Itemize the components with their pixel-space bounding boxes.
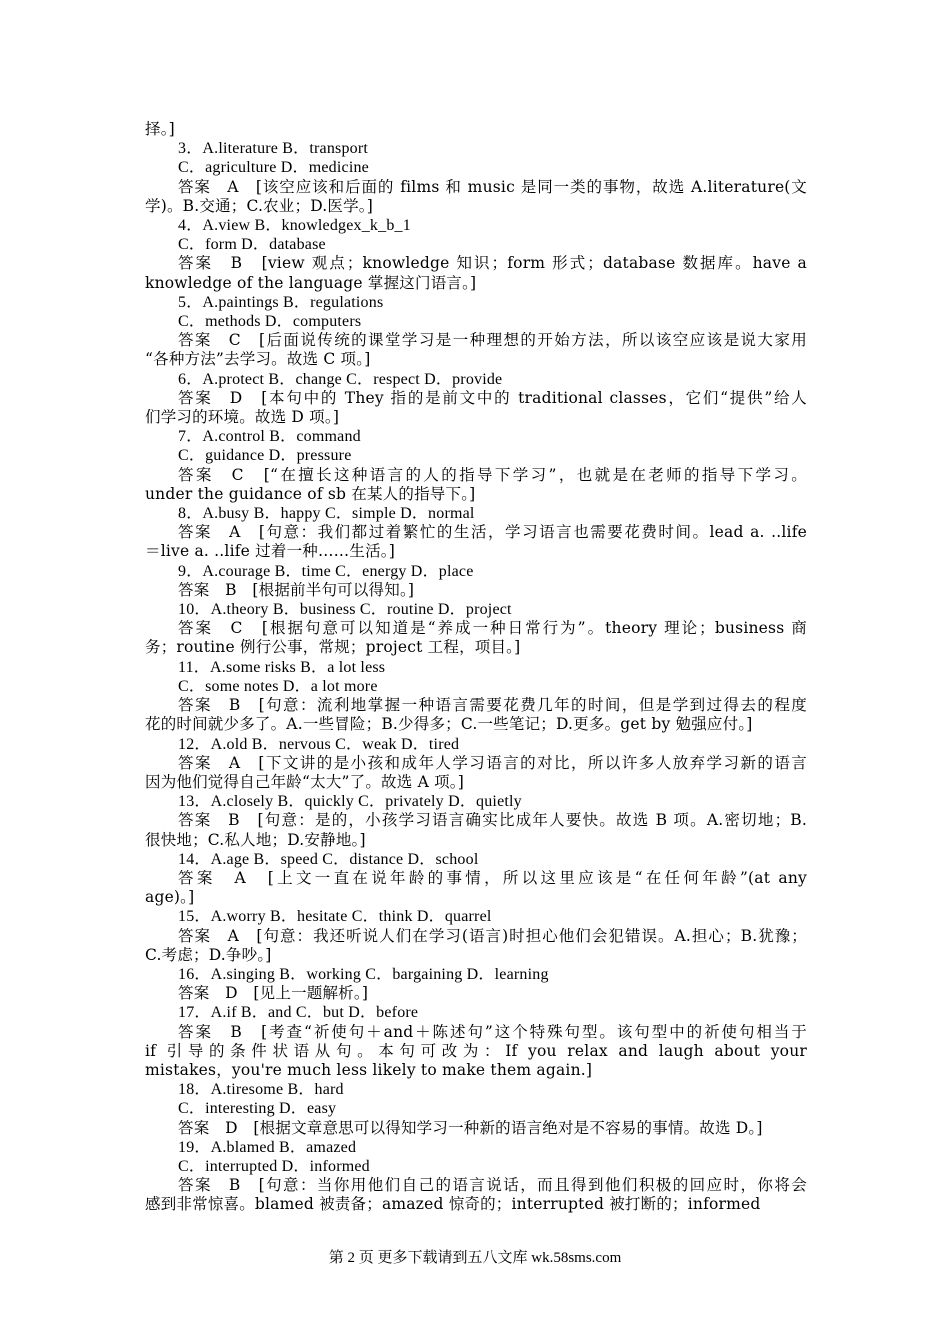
continuation-line: knowledge of the language 掌握这门语言。] xyxy=(145,273,477,292)
continuation-line: 务；routine 例行公事，常规；project 工程，项目。] xyxy=(145,638,521,657)
answer-explanation: 答案 C [后面说传统的课堂学习是一种理想的开始方法，所以该空应该是说大家用 xyxy=(178,331,807,350)
question-options: 18．A.tiresome B．hard xyxy=(178,1081,344,1099)
question-options: 10．A.theory B．business C．routine D．project xyxy=(178,601,512,619)
continuation-line: C.考虑；D.争吵。] xyxy=(145,945,272,964)
continuation-line: if 引导的条件状语从句。本句可改为：If you relax and laugh about your xyxy=(145,1041,807,1060)
question-options: 11．A.some risks B．a lot less xyxy=(178,658,386,676)
question-options: 19．A.blamed B．amazed xyxy=(178,1138,357,1156)
question-options: 14．A.age B．speed C．distance D．school xyxy=(178,850,479,868)
answer-explanation: 答案 B [根据前半句可以得知。] xyxy=(178,580,415,599)
question-options: 8．A.busy B．happy C．simple D．normal xyxy=(178,505,475,523)
question-options: C．agriculture D．medicine xyxy=(178,159,369,177)
answer-explanation: 答案 B [句意：流利地掌握一种语言需要花费几年的时间，但是学到过得去的程度 xyxy=(178,696,807,715)
question-options: 15．A.worry B．hesitate C．think D．quarrel xyxy=(178,908,492,926)
answer-explanation: 答案 A [该空应该和后面的 films 和 music 是同一类的事物，故选 A.literature(文 xyxy=(178,177,807,196)
answer-explanation: 答案 A [句意：我还听说人们在学习(语言)时担心他们会犯错误。A.担心；B.犹豫； xyxy=(178,926,807,945)
continuation-line: ＝live a. ..life 过着一种……生活。] xyxy=(145,542,395,561)
continuation-line: under the guidance of sb 在某人的指导下。] xyxy=(145,484,476,503)
question-options: C．some notes D．a lot more xyxy=(178,677,378,695)
answer-explanation: 答案 B [考查“祈使句＋and＋陈述句”这个特殊句型。该句型中的祈使句相当于 xyxy=(178,1022,807,1041)
question-options: 7．A.control B．command xyxy=(178,428,361,446)
answer-explanation: 答案 B [view 观点；knowledge 知识；form 形式；database 数据库。have a xyxy=(178,254,807,273)
continuation-line: 很快地；C.私人地；D.安静地。] xyxy=(145,830,366,849)
question-options: 13．A.closely B．quickly C．privately D．quietly xyxy=(178,793,522,811)
continuation-line: 因为他们觉得自己年龄“太大”了。故选 A 项。] xyxy=(145,772,464,791)
answer-explanation: 答案 B [句意：是的，小孩学习语言确实比成年人要快。故选 B 项。A.密切地；B. xyxy=(178,811,807,830)
continuation-line: age)。] xyxy=(145,888,195,907)
continuation-line: 学)。B.交通；C.农业；D.医学。] xyxy=(145,196,373,215)
question-options: 9．A.courage B．time C．energy D．place xyxy=(178,562,474,580)
continuation-line: mistakes，you're much less likely to make them again.] xyxy=(145,1060,593,1079)
answer-explanation: 答案 A [上文一直在说年龄的事情，所以这里应该是“在任何年龄”(at any xyxy=(178,868,807,887)
question-options: 16．A.singing B．working C．bargaining D．learning xyxy=(178,965,549,983)
answer-explanation: 答案 A [句意：我们都过着繁忙的生活，学习语言也需要花费时间。lead a. ..life xyxy=(178,523,807,542)
answer-explanation: 答案 B [句意：当你用他们自己的语言说话，而且得到他们积极的回应时，你将会 xyxy=(178,1176,807,1195)
question-options: C．form D．database xyxy=(178,236,326,254)
answer-explanation: 答案 A [下文讲的是小孩和成年人学习语言的对比，所以许多人放弃学习新的语言 xyxy=(178,753,807,772)
question-options: C．guidance D．pressure xyxy=(178,447,352,465)
question-options: C．interrupted D．informed xyxy=(178,1157,370,1175)
continuation-line: 择。] xyxy=(145,120,175,138)
question-options: 12．A.old B．nervous C．weak D．tired xyxy=(178,735,460,753)
answer-explanation: 答案 C [根据句意可以知道是“养成一种日常行为”。theory 理论；business 商 xyxy=(178,619,807,638)
page-footer: 第 2 页 更多下载请到五八文库 wk.58sms.com xyxy=(328,1250,622,1266)
document-body xyxy=(145,120,807,1215)
question-options: 3．A.literature B．transport xyxy=(178,140,369,158)
question-options: 6．A.protect B．change C．respect D．provide xyxy=(178,370,503,388)
continuation-line: 们学习的环境。故选 D 项。] xyxy=(145,408,340,427)
continuation-line: 花的时间就少多了。A.一些冒险；B.少得多；C.一些笔记；D.更多。get by 勉强应付。] xyxy=(145,715,753,734)
answer-explanation: 答案 D [见上一题解析。] xyxy=(178,984,369,1003)
answer-explanation: 答案 D [根据文章意思可以得知学习一种新的语言绝对是不容易的事情。故选 D。] xyxy=(178,1118,763,1137)
question-options: C．methods D．computers xyxy=(178,313,362,331)
answer-explanation: 答案 D [本句中的 They 指的是前文中的 traditional classes，它们“提供”给人 xyxy=(178,388,807,407)
question-options: 4．A.view B．knowledgex_k_b_1 xyxy=(178,217,411,235)
answer-explanation: 答案 C [“在擅长这种语言的人的指导下学习”，也就是在老师的指导下学习。 xyxy=(178,465,807,484)
question-options: 17．A.if B．and C．but D．before xyxy=(178,1004,419,1022)
continuation-line: 感到非常惊喜。blamed 被责备；amazed 惊奇的；interrupted 被打断的；informed xyxy=(145,1195,761,1214)
continuation-line: “各种方法”去学习。故选 C 项。] xyxy=(145,350,371,369)
question-options: 5．A.paintings B．regulations xyxy=(178,293,384,311)
question-options: C．interesting D．easy xyxy=(178,1100,337,1118)
